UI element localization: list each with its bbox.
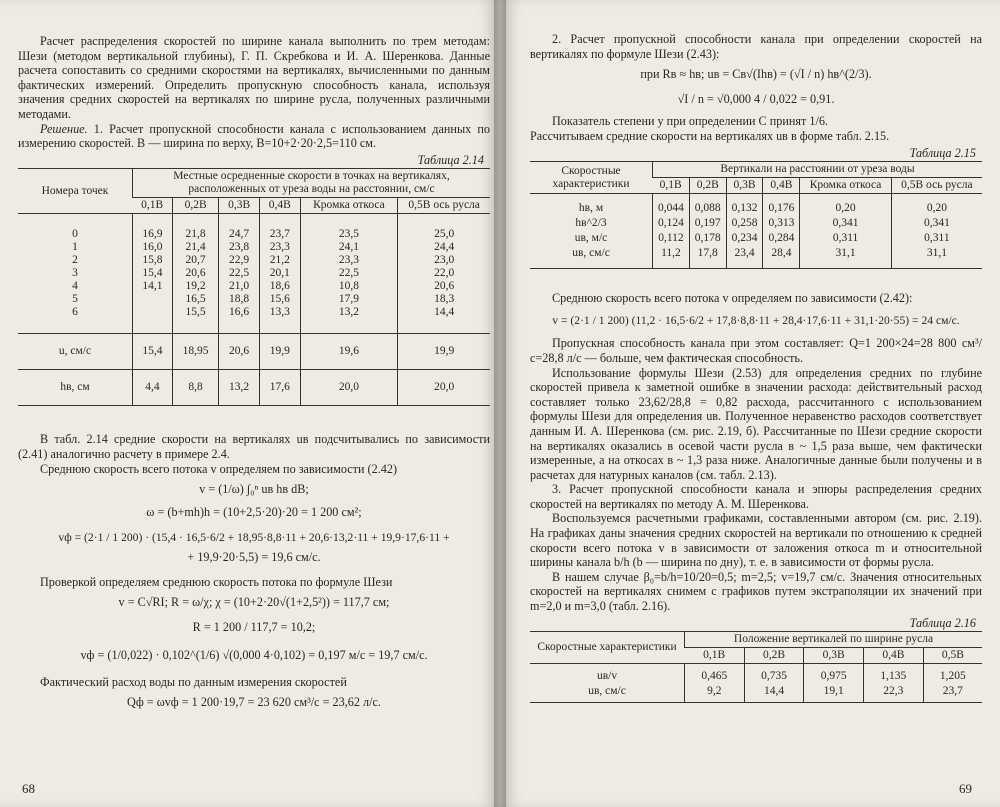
left-paragraph-2: Среднюю скорость всего потока v определяем по зависимости (2.42) [40,461,398,476]
t15-cell: 31,1 [800,246,891,269]
t15-cell: 0,044 [653,194,690,217]
t15-cell: 0,132 [726,194,763,217]
t15-cell: 0,284 [763,231,800,246]
t14-cell: 19,9 [259,334,300,370]
t14-point-numbers: 0 1 2 3 4 5 6 [72,228,78,319]
t16-row-2 [530,684,982,703]
t15-row-label: uв, м/с [574,232,608,245]
t14-cell: 13,2 [219,370,260,406]
t15-cell: 0,258 [726,216,763,231]
left-paragraph-3: Проверкой определяем среднюю скорость потока по формуле Шези [40,574,393,589]
t16-cell: 9,2 [685,684,745,703]
t14-col-4: 0,4B [259,198,300,214]
t14-cell: 24,7 23,8 22,9 22,5 21,0 18,8 16,6 [219,214,260,334]
t15-group-header: Вертикали на расстоянии от уреза воды [653,162,983,178]
t15-col-5: Кромка откоса [800,178,891,194]
t14-col-2: 0,2B [172,198,218,214]
t14-h-row [18,370,490,406]
formula-sqrt-i-n: √I / n = √0,000 4 / 0,022 = 0,91. [677,91,835,106]
t15-cell: 0,20 [891,194,982,217]
t15-row-1 [530,194,982,217]
t14-row-header: Номера точек [18,169,133,214]
t16-cell: 0,465 [685,664,745,685]
table-2-15-caption: Таблица 2.15 [909,145,976,160]
t14-cell: 20,0 [398,370,490,406]
t15-row-4 [530,246,982,269]
t15-col-2: 0,2B [689,178,726,194]
t14-cell: 18,95 [172,334,218,370]
t15-cell: 0,20 [800,194,891,217]
t14-cell: 19,6 [300,334,398,370]
t15-row-label: hв^2/3 [575,217,607,230]
left-paragraph-1: В табл. 2.14 средние скорости на вертикалях uв подсчитывались по зависимости (2.41) аналогично расчету в примере 2.4. [18,432,490,461]
formula-mean-velocity-chezy: v = (2·1 / 1 200) (11,2 · 16,5·6/2 + 17,8·8,8·11 + 28,4·17,6·11 + 31,1·20·55) = 24 см/с. [552,313,960,327]
t15-cell: 0,234 [726,231,763,246]
table-2-14-caption: Таблица 2.14 [417,152,484,167]
t15-row-label: uв, см/с [572,247,610,260]
t14-col-1: 0,1B [133,198,173,214]
t14-group-header: Местные осредненные скорости в точках на вертикалях, расположенных от уреза воды на расстоянии, см/с [133,169,491,198]
table-2-16-caption: Таблица 2.16 [909,615,976,630]
t15-cell: 0,197 [689,216,726,231]
table-2-14 [18,168,490,406]
t15-col-1: 0,1B [653,178,690,194]
book-gutter [494,0,506,807]
t16-cell: 14,4 [744,684,804,703]
t16-cell: 1,135 [864,664,924,685]
right-paragraph-5: Пропускная способность канала при этом составляет: Q=1 200×24=28 800 см³/с=28,8 л/с — больше, чем фактическая способность. [530,336,982,365]
t14-cell: 8,8 [172,370,218,406]
t15-cell: 0,112 [653,231,690,246]
right-paragraph-4: Среднюю скорость всего потока v определяем по зависимости (2.42): [552,291,913,306]
right-paragraph-6: Использование формулы Шези (2.53) для определения средних по глубине скоростей привела к заметной ошибке в значении расхода: действительный расход составляет только 23,62/28,8 = 0,82 расхода, рассчитанного с использованием формулы Шези для определения uв. Полученное неравенство расходов соответствует данным И. А. Шеренкова (см. рис. 2.19, б). Рассчитанные по Шези средние скорости на вертикалях оказались в осевой части русла в ~ 1,5 раза выше, чем фактически измеренные, а на откосах в ~ 1,3 раза ниже. Аналогичные данные были получены и в расчетах для натурных каналов (см. табл. 2.13). [530,365,982,482]
t16-row-1 [530,664,982,685]
t15-row-label: hв, м [578,202,604,215]
problem-statement: Расчет распределения скоростей по ширине канала выполнить по трем методам: Шези (методом вертикальной глубины), Г. П. Скребкова и И. А. Шеренкова. Данные расчета сопоставить со средними скоростями на вертикалях, вычисленными по данным фактических измерений. Определить пропускную способность канала, используя значения средних скоростей на вертикалях по ширине русла, полученных различными методами. [18,34,490,121]
formula-area: ω = (b+mh)h = (10+2,5·20)·20 = 1 200 см²; [146,504,362,519]
t16-col-3: 0,3B [804,648,864,664]
t14-u-row [18,334,490,370]
formula-chezy: v = C√RI; R = ω/χ; χ = (10+2·20√(1+2,5²)) = 117,7 см; [118,595,390,610]
solution-paragraph [18,122,490,151]
right-paragraph-7: 3. Расчет пропускной способности канала и эпюры распределения средних скоростей на вертикалях по методу А. М. Шеренкова. [530,482,982,511]
t15-col-6: 0,5B ось русла [891,178,982,194]
t14-cell: 23,5 24,1 23,3 22,5 10,8 17,9 13,2 [300,214,398,334]
t16-cell: 23,7 [923,684,982,703]
formula-vf-line-1: vф = (2·1 / 1 200) · (15,4 · 16,5·6/2 + 18,95·8,8·11 + 20,6·13,2·11 + 19,9·17,6·11 + [58,531,450,545]
right-paragraph-8: Воспользуемся расчетными графиками, составленными автором (см. рис. 2.19). На графиках даны значения средних скоростей на вертикали по отношению к средней скорости всего потока v в зависимости от заложения откоса m и относительной ширины канала b/h (b — ширина по дну), т. е. в зависимости от формы русла. [530,511,982,570]
solution-label: Решение. [40,121,88,136]
t14-cell: 21,8 21,4 20,7 20,6 19,2 16,5 15,5 [172,214,218,334]
t14-cell: 16,9 16,0 15,8 15,4 14,1 [133,214,173,334]
t15-cell: 17,8 [689,246,726,269]
t15-cell: 0,176 [763,194,800,217]
t14-data-row [18,214,490,334]
page-number-right: 69 [959,781,972,797]
table-2-15 [530,161,982,269]
t15-cell: 23,4 [726,246,763,269]
t16-cell: 19,1 [804,684,864,703]
t16-col-2: 0,2B [744,648,804,664]
t14-col-5: Кромка откоса [300,198,398,214]
t14-cell: 15,4 [133,334,173,370]
t15-cell: 0,341 [891,216,982,231]
t15-row-2 [530,216,982,231]
t14-cell: 25,0 24,4 23,0 22,0 20,6 18,3 14,4 [398,214,490,334]
t15-cell: 0,178 [689,231,726,246]
t15-cell: 0,124 [653,216,690,231]
right-paragraph-9: В нашем случае β₀=b/h=10/20=0,5; m=2,5; v=19,7 см/с. Значения относительных скоростей на вертикалях снимем с графиков путем экстраполяции их значений при m=2,0 и m=3,0 (табл. 2.16). [530,569,982,614]
t16-cell: 0,975 [804,664,864,685]
formula-vf-chezy: vф = (1/0,022) · 0,102^(1/6) √(0,000 4·0,102) = 0,197 м/с = 19,7 см/с. [80,648,428,663]
right-paragraph-3: Рассчитываем средние скорости на вертикалях uв в форме табл. 2.15. [530,128,890,143]
formula-vf-line-2: + 19,9·20·5,5) = 19,6 см/с. [187,549,321,564]
t15-cell: 11,2 [653,246,690,269]
t15-row-header: Скоростные характеристики [530,162,653,194]
right-page [500,0,1000,807]
t16-row-label: uв, см/с [588,685,626,698]
formula-hydraulic-radius: R = 1 200 / 117,7 = 10,2; [192,619,316,634]
t14-col-6: 0,5B ось русла [398,198,490,214]
right-paragraph-2: Показатель степени y при определении C принят 1/6. [552,114,828,129]
left-paragraph-4: Фактический расход воды по данным измерения скоростей [40,674,347,689]
t15-col-4: 0,4B [763,178,800,194]
t14-cell: 17,6 [259,370,300,406]
t14-col-3: 0,3B [219,198,260,214]
t15-cell: 31,1 [891,246,982,269]
formula-discharge: Qф = ωvф = 1 200·19,7 = 23 620 см³/с = 23,62 л/с. [127,695,381,710]
solution-text: 1. Расчет пропускной способности канала с использованием данных по измерению скоростей. B — ширина по верху, B=10+2·20·2,5=110 см. [18,121,490,151]
t15-cell: 0,088 [689,194,726,217]
t14-cell: 19,9 [398,334,490,370]
t15-row-3 [530,231,982,246]
formula-mean-velocity: v = (1/ω) ∫₀ⁿ uв hв dB; [199,482,309,497]
formula-vertical-velocity: при Rв ≈ hв; uв = Cв√(Ihв) = (√I / n) hв^(2/3). [640,67,872,82]
t15-cell: 28,4 [763,246,800,269]
t16-cell: 1,205 [923,664,982,685]
t16-col-5: 0,5B [923,648,982,664]
t16-row-label: uв/v [596,670,618,683]
t16-cell: 0,735 [744,664,804,685]
t15-cell: 0,313 [763,216,800,231]
t14-h-label: hв, см [18,370,133,406]
page-number-left: 68 [22,781,35,797]
t15-col-3: 0,3B [726,178,763,194]
t16-col-1: 0,1B [685,648,745,664]
t16-group-header: Положение вертикалей по ширине русла [685,632,983,648]
t16-col-4: 0,4B [864,648,924,664]
t14-u-label: u, см/с [18,334,133,370]
t14-cell: 4,4 [133,370,173,406]
t15-cell: 0,341 [800,216,891,231]
t16-row-header: Скоростные характеристики [530,632,685,664]
t14-cell: 23,7 23,3 21,2 20,1 18,6 15,6 13,3 [259,214,300,334]
t14-cell: 20,0 [300,370,398,406]
table-2-16 [530,631,982,703]
t15-cell: 0,311 [891,231,982,246]
t16-cell: 22,3 [864,684,924,703]
t14-cell: 20,6 [219,334,260,370]
right-paragraph-1: 2. Расчет пропускной способности канала при определении скоростей на вертикалях по формуле Шези (2.43): [530,32,982,61]
t15-cell: 0,311 [800,231,891,246]
